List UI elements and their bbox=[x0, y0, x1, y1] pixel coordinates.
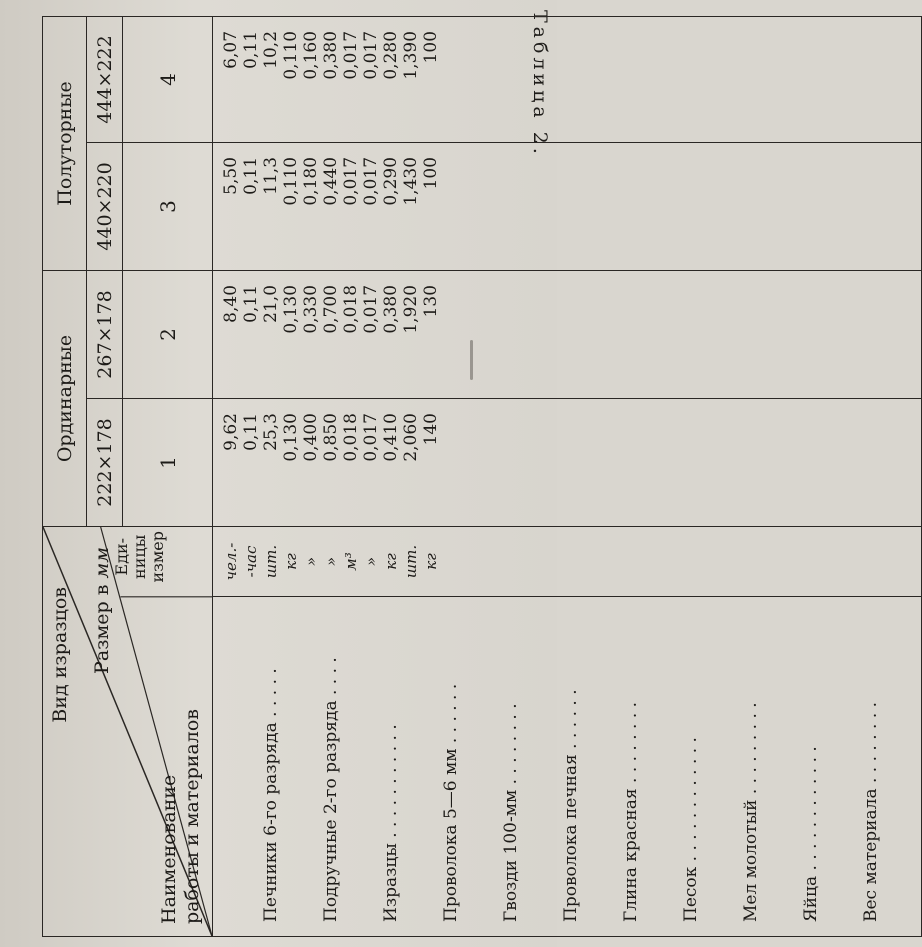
row-unit: м³ bbox=[342, 552, 360, 571]
corner-unit-label: Еди- ницы измер bbox=[112, 531, 167, 583]
cell-value: 0,180 bbox=[301, 156, 321, 206]
cell-value: 6,07 bbox=[221, 30, 241, 69]
row-name: Мел молотый . . . . . . . . . bbox=[741, 702, 761, 922]
materials-table bbox=[42, 16, 922, 937]
cell-value: 140 bbox=[421, 413, 441, 446]
cell-value: 1,390 bbox=[401, 30, 421, 80]
row-unit: » bbox=[362, 556, 380, 567]
cell-value: 0,11 bbox=[241, 413, 261, 451]
cell-value: 0,400 bbox=[301, 413, 321, 462]
cell-value: 10,2 bbox=[261, 30, 281, 69]
row-name: Глина красная . . . . . . . . bbox=[621, 701, 641, 922]
cell-value: 11,3 bbox=[261, 156, 281, 195]
cell-value: 0,290 bbox=[381, 156, 401, 206]
row-unit: » bbox=[302, 556, 320, 567]
row-unit: шт. bbox=[262, 544, 280, 579]
cell-value: 0,160 bbox=[301, 30, 321, 80]
cell-value: 0,017 bbox=[361, 30, 381, 80]
row-unit: » bbox=[322, 556, 340, 567]
cell-value: 0,380 bbox=[381, 284, 401, 334]
row-name: Проволока печная . . . . . . bbox=[561, 689, 581, 922]
row-name: Изразцы . . . . . . . . . . . bbox=[381, 724, 401, 922]
cell-value: 0,110 bbox=[281, 156, 301, 206]
cell-value: 100 bbox=[421, 156, 441, 190]
cell-value: 1,920 bbox=[401, 284, 421, 334]
row-unit: -час bbox=[242, 545, 260, 578]
table-caption: Таблица 2. bbox=[529, 10, 551, 158]
corner-vid-label: Вид изразцов bbox=[49, 587, 71, 723]
values-column-3 bbox=[213, 142, 922, 270]
cell-value: 0,380 bbox=[321, 30, 341, 80]
size-col-4: 444×222 bbox=[87, 16, 123, 142]
cell-value: 0,280 bbox=[381, 30, 401, 80]
row-name: Яйца . . . . . . . . . . . . bbox=[801, 746, 821, 922]
size-col-1: 222×178 bbox=[87, 399, 123, 527]
cell-value: 0,440 bbox=[321, 156, 341, 206]
row-name: Проволока 5—6 мм . . . . . . bbox=[441, 683, 461, 922]
cell-value: 0,017 bbox=[361, 284, 381, 334]
cell-value: 0,017 bbox=[361, 156, 381, 206]
cell-value: 5,50 bbox=[221, 156, 241, 195]
cell-value: 0,110 bbox=[281, 30, 301, 80]
cell-value: 100 bbox=[421, 30, 441, 64]
row-name: Подручные 2-го разряда . . . . bbox=[321, 657, 341, 922]
size-col-2: 267×178 bbox=[87, 270, 123, 398]
row-unit: шт. bbox=[402, 544, 420, 579]
cell-value: 0,700 bbox=[321, 284, 341, 334]
cell-value: 0,330 bbox=[301, 284, 321, 334]
cell-value: 25,3 bbox=[261, 413, 281, 451]
cell-value: 0,130 bbox=[281, 284, 301, 334]
group-ordinary: Ординарные bbox=[43, 270, 87, 526]
row-name: Гвозди 100-мм . . . . . . . . bbox=[501, 703, 521, 922]
cell-value: 0,018 bbox=[341, 284, 361, 334]
row-name: Печники 6-го разряда . . . . . bbox=[261, 668, 281, 922]
cell-value: 1,430 bbox=[401, 156, 421, 206]
values-column-2 bbox=[213, 270, 922, 398]
header-row-groups bbox=[43, 16, 87, 936]
row-unit: кг bbox=[382, 553, 400, 570]
cell-value: 0,11 bbox=[241, 156, 261, 195]
values-column-1 bbox=[213, 399, 922, 527]
row-unit: кг bbox=[422, 553, 440, 570]
cell-value: 0,130 bbox=[281, 413, 301, 462]
cell-value: 21,0 bbox=[261, 284, 281, 323]
corner-name-line-2: работы и материалов bbox=[181, 709, 203, 924]
cell-value: 0,017 bbox=[341, 30, 361, 80]
cell-value: 9,62 bbox=[221, 413, 241, 451]
row-name: Песок . . . . . . . . . . . . bbox=[681, 737, 701, 922]
cell-value: 0,017 bbox=[341, 156, 361, 206]
cell-value: 130 bbox=[421, 284, 441, 318]
number-col-3: 3 bbox=[123, 142, 213, 270]
row-unit: чел.- bbox=[222, 542, 240, 581]
number-col-4: 4 bbox=[123, 16, 213, 142]
cell-value: 2,060 bbox=[401, 413, 421, 462]
cell-value: 0,410 bbox=[381, 413, 401, 462]
names-column bbox=[213, 597, 922, 937]
cell-value: 0,11 bbox=[241, 30, 261, 69]
header-corner bbox=[43, 527, 213, 937]
size-col-3: 440×220 bbox=[87, 142, 123, 270]
corner-name-line-1: Наименование bbox=[158, 774, 180, 924]
number-col-2: 2 bbox=[123, 270, 213, 398]
cell-value: 0,11 bbox=[241, 284, 261, 323]
corner-size-label: Размер в мм bbox=[91, 547, 113, 674]
row-name: Вес материала . . . . . . . . bbox=[861, 701, 881, 922]
corner-name-label bbox=[158, 709, 204, 924]
row-unit: кг bbox=[282, 553, 300, 570]
cell-value: 0,018 bbox=[341, 413, 361, 462]
values-column-4 bbox=[213, 16, 922, 142]
body-row bbox=[213, 16, 922, 936]
cell-value: 0,017 bbox=[361, 413, 381, 462]
cell-value: 0,850 bbox=[321, 413, 341, 462]
units-column bbox=[213, 527, 922, 597]
number-col-1: 1 bbox=[123, 399, 213, 527]
cell-value: 8,40 bbox=[221, 284, 241, 323]
group-half: Полуторные bbox=[43, 16, 87, 270]
